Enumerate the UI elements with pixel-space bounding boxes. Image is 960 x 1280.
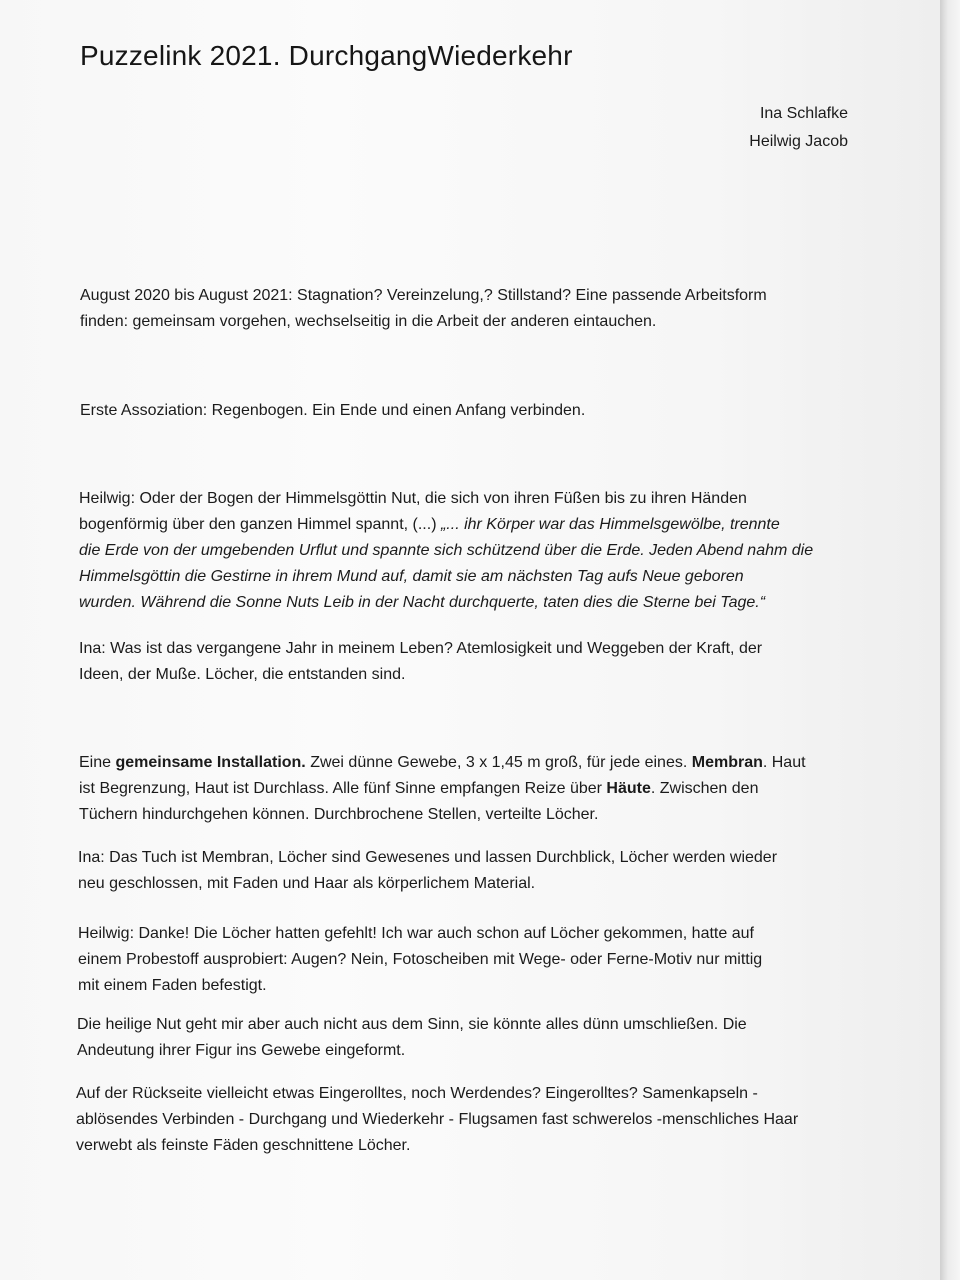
text-line: ablösendes Verbinden - Durchgang und Wiederkehr - Flugsamen fast schwerelos -menschliches Haar (76, 1111, 799, 1128)
document-title: Puzzelink 2021. DurchgangWiederkehr (80, 40, 573, 71)
text-line: Ina: Was ist das vergangene Jahr in meinem Leben? Atemlosigkeit und Weggeben der Kraft, der (79, 640, 763, 657)
paragraph-heilwig-nut (79, 486, 813, 616)
text-line: Ina: Das Tuch ist Membran, Löcher sind Gewesenes und lassen Durchblick, Löcher werden wieder (78, 849, 778, 866)
text-segment: . Haut (762, 754, 806, 771)
background-edge (940, 0, 960, 1280)
quote-line: wurden. Während die Sonne Nuts Leib in der Nacht durchquerte, taten dies die Sterne bei Tage.“ (79, 594, 766, 611)
text-line: Heilwig: Danke! Die Löcher hatten gefehlt! Ich war auch schon auf Löcher gekommen, hatte auf (78, 925, 754, 942)
paragraph-ina-year (79, 636, 762, 688)
quote-line: die Erde von der umgebenden Urflut und spannte sich schützend über die Erde. Jeden Abend nahm die (79, 542, 814, 559)
paragraph-installation (79, 750, 806, 828)
author-name: Ina Schlafke (759, 105, 848, 122)
text-line: Auf der Rückseite vielleicht etwas Eingerolltes, noch Werdendes? Eingerolltes? Samenkapseln - (76, 1085, 758, 1102)
quote-line: Himmelsgöttin die Gestirne in ihrem Mund auf, damit sie am nächsten Tag aufs Neue geboren (79, 568, 744, 585)
text-line: Ideen, der Muße. Löcher, die entstanden sind. (79, 666, 406, 683)
text-segment: . Zwischen den (650, 780, 759, 797)
paragraph-nut-figure (77, 1012, 747, 1064)
text-line: neu geschlossen, mit Faden und Haar als körperlichem Material. (78, 875, 536, 892)
bold-segment: Häute (606, 780, 651, 797)
text-line: Die heilige Nut geht mir aber auch nicht aus dem Sinn, sie könnte alles dünn umschließen. Die (77, 1016, 747, 1033)
text-line (79, 776, 806, 802)
paragraph-backside (76, 1081, 798, 1159)
text-segment: Zwei dünne Gewebe, 3 x 1,45 m groß, für jede eines. (305, 754, 692, 771)
text-line: finden: gemeinsam vorgehen, wechselseitig in die Arbeit der anderen eintauchen. (80, 313, 657, 330)
paragraph-intro (80, 283, 767, 335)
bold-segment: Membran (691, 754, 763, 771)
author-block (749, 100, 848, 156)
text-line: Tüchern hindurchgehen können. Durchbrochene Stellen, verteilte Löcher. (79, 806, 599, 823)
text-line (79, 512, 813, 538)
text-line: Andeutung ihrer Figur ins Gewebe eingeformt. (77, 1042, 406, 1059)
text-line: verwebt als feinste Fäden geschnittene Löcher. (76, 1137, 411, 1154)
text-line: August 2020 bis August 2021: Stagnation? Vereinzelung,? Stillstand? Eine passende Arbeitsform (80, 287, 767, 304)
text-line (79, 750, 806, 776)
author-name: Heilwig Jacob (749, 133, 848, 150)
text-segment: ist Begrenzung, Haut ist Durchlass. Alle fünf Sinne empfangen Reize über (79, 780, 607, 797)
text-segment: Eine (79, 754, 116, 771)
text-line: Erste Assoziation: Regenbogen. Ein Ende und einen Anfang verbinden. (80, 402, 586, 419)
text-line: Heilwig: Oder der Bogen der Himmelsgöttin Nut, die sich von ihren Füßen bis zu ihren Händen (79, 490, 747, 507)
text-line: einem Probestoff ausprobiert: Augen? Nein, Fotoscheiben mit Wege- oder Ferne-Motiv nur mittig (78, 951, 763, 968)
paragraph-association (80, 398, 585, 424)
paragraph-ina-membrane (78, 845, 777, 897)
text-segment: bogenförmig über den ganzen Himmel spannt, (...) (79, 516, 441, 533)
paragraph-heilwig-holes (78, 921, 762, 999)
bold-segment: gemeinsame Installation. (115, 754, 306, 771)
quote-segment: „... ihr Körper war das Himmelsgewölbe, trennte (440, 516, 780, 533)
text-line: mit einem Faden befestigt. (78, 977, 267, 994)
